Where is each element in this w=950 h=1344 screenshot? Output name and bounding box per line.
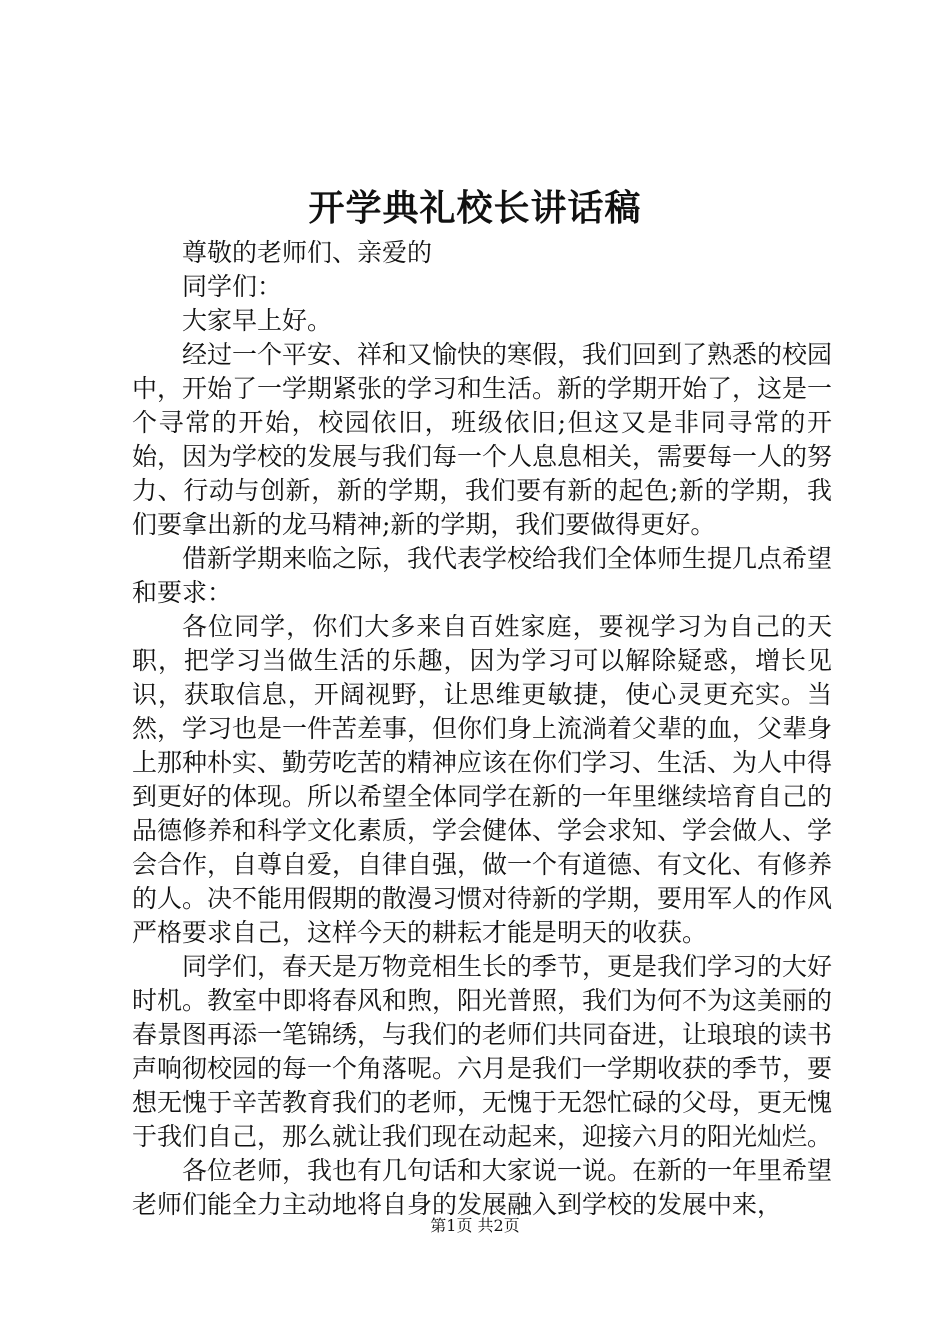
paragraph-salutation-1: 尊敬的老师们、亲爱的 [182, 238, 433, 267]
paragraph-students: 各位同学，你们大多来自百姓家庭，要视学习为自己的天职，把学习当做生活的乐趣，因为学习可以解除疑惑，增长见识，获取信息，开阔视野，让思维更敏捷，使心灵更充实。当然，学习也是一件苦差事，但你们身上流淌着父辈的血，父辈身上那种朴实、勤劳吃苦的精神应该在你们学习、生活、为人中得到更好的体现。所以希望全体同学在新的一年里继续培育自己的品德修养和科学文化素质，学会健体、学会求知、学会做人、学会合作，自尊自爱，自律自强，做一个有道德、有文化、有修养的人。决不能用假期的散漫习惯对待新的学期，要用军人的作风严格要求自己，这样今天的耕耘才能是明天的收获。 [132, 612, 833, 947]
paragraph-teachers: 各位老师，我也有几句话和大家说一说。在新的一年里希望老师们能全力主动地将自身的发展融入到学校的发展中来， [132, 1156, 833, 1219]
document-body [132, 236, 832, 1222]
page-footer: 第1页 共2页 [430, 1216, 520, 1235]
paragraph-new-semester: 经过一个平安、祥和又愉快的寒假，我们回到了熟悉的校园中，开始了一学期紧张的学习和生活。新的学期开始了，这是一个寻常的开始，校园依旧，班级依旧;但这又是非同寻常的开始，因为学校的发展与我们每一个人息息相关，需要每一人的努力、行动与创新，新的学期，我们要有新的起色;新的学期，我们要拿出新的龙马精神;新的学期，我们要做得更好。 [132, 340, 833, 539]
document-title: 开学典礼校长讲话稿 [308, 187, 642, 229]
paragraph-spring: 同学们，春天是万物竞相生长的季节，更是我们学习的大好时机。教室中即将春风和煦，阳光普照，我们为何不为这美丽的春景图再添一笔锦绣，与我们的老师们共同奋进，让琅琅的读书声响彻校园的每一个角落呢。六月是我们一学期收获的季节，要想无愧于辛苦教育我们的老师，无愧于无怨忙碌的父母，更无愧于我们自己，那么就让我们现在动起来，迎接六月的阳光灿烂。 [132, 952, 833, 1151]
paragraph-greeting: 大家早上好。 [182, 306, 333, 335]
paragraph-salutation-2: 同学们： [182, 272, 283, 301]
paragraph-hopes-intro: 借新学期来临之际，我代表学校给我们全体师生提几点希望和要求： [132, 544, 833, 607]
